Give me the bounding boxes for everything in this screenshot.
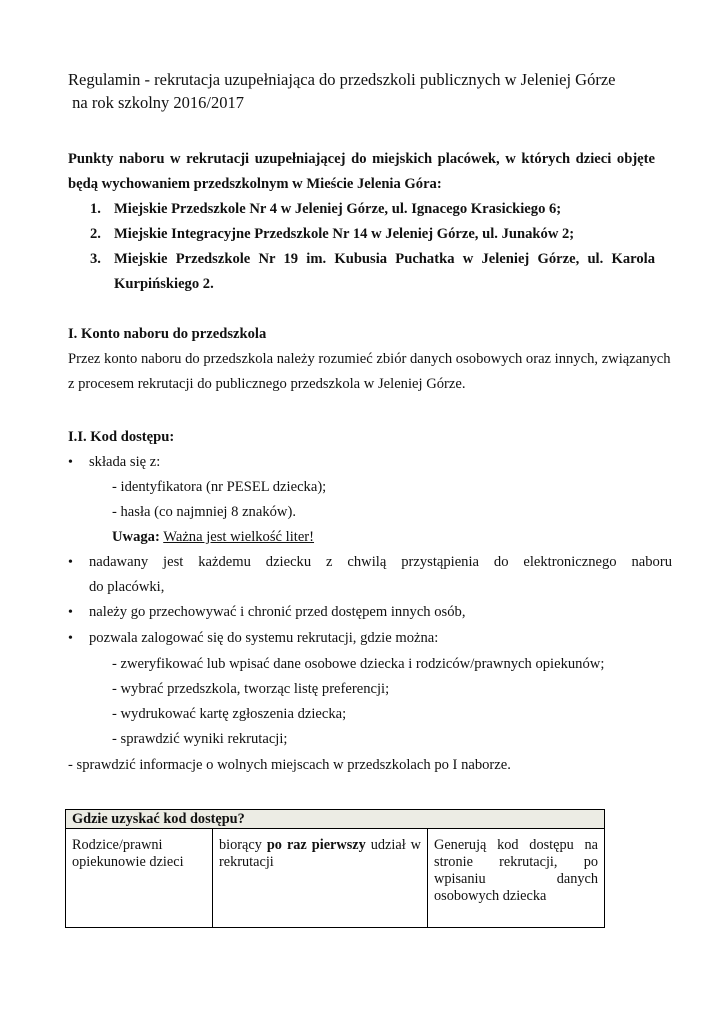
bullet-text-line-1: nadawany jest każdemu dziecku z chwilą przystąpienia do elektronicznego naboru [89, 554, 672, 570]
list-item-text: Miejskie Integracyjne Przedszkole Nr 14 w Jeleniej Górze, ul. Junaków 2; [114, 226, 575, 242]
warning-note [112, 525, 314, 550]
table-cell: Generują kod dostępu na stronie rekrutacji, po wpisaniu danych osobowych dziecka [428, 829, 605, 928]
sub-item: - zweryfikować lub wpisać dane osobowe dziecka i rodziców/prawnych opiekunów; [112, 656, 605, 672]
bullet-text: składa się z: [89, 454, 161, 470]
cell-text-bold: po raz pierwszy [266, 837, 366, 853]
section-paragraph [68, 347, 672, 397]
subsection-heading: I.I. Kod dostępu: [68, 429, 175, 445]
sub-item: - sprawdzić wyniki rekrutacji; [112, 731, 288, 747]
sub-item: - identyfikatora (nr PESEL dziecka); [112, 479, 327, 495]
sub-item: - wydrukować kartę zgłoszenia dziecka; [112, 706, 347, 722]
sub-item: - hasła (co najmniej 8 znaków). [112, 504, 296, 520]
bullet-icon: • [68, 455, 73, 470]
bullet-item [68, 600, 672, 625]
bullet-item [68, 550, 672, 600]
bullet-text: pozwala zalogować się do systemu rekrutacji, gdzie można: [89, 630, 439, 646]
list-item-number: 3. [90, 251, 101, 267]
cell-text: biorący [219, 837, 267, 853]
list-item [68, 222, 655, 247]
warning-label: Uwaga: [112, 529, 160, 545]
intro-line-2: będą wychowaniem przedszkolnym w Mieście Jelenia Góra: [68, 176, 442, 192]
section-paragraph-line-2: z procesem rekrutacji do publicznego przedszkola w Jeleniej Górze. [68, 376, 466, 392]
list-item-number: 2. [90, 226, 101, 242]
list-item-text: Miejskie Przedszkole Nr 4 w Jeleniej Górze, ul. Ignacego Krasickiego 6; [114, 201, 562, 217]
bullet-icon: • [68, 605, 73, 620]
access-code-table [65, 809, 605, 928]
title-line-2: na rok szkolny 2016/2017 [68, 93, 244, 112]
sub-item: - wybrać przedszkola, tworząc listę preferencji; [112, 681, 390, 697]
section-heading: I. Konto naboru do przedszkola [68, 326, 267, 342]
list-item-text-line-1: Miejskie Przedszkole Nr 19 im. Kubusia Puchatka w Jeleniej Górze, ul. Karola [114, 251, 655, 267]
table-header-row [66, 810, 605, 829]
bullet-text-line-2: do placówki, [89, 579, 165, 595]
table-cell [213, 829, 428, 928]
cell-text: udział w rekrutacji [219, 837, 421, 870]
bullet-icon: • [68, 555, 73, 570]
list-item-number: 1. [90, 201, 101, 217]
trailing-line: - sprawdzić informacje o wolnych miejscach w przedszkolach po I naborze. [68, 757, 511, 773]
intro-line-1: Punkty naboru w rekrutacji uzupełniającej do miejskich placówek, w których dzieci objęte [68, 151, 655, 167]
warning-text: Ważna jest wielkość liter! [163, 529, 315, 545]
bullet-item [68, 626, 672, 651]
table-row [66, 829, 605, 928]
list-item-text-line-2: Kurpińskiego 2. [114, 276, 214, 292]
list-item [68, 247, 655, 297]
table-cell: Rodzice/prawni opiekunowie dzieci [66, 829, 213, 928]
intro-paragraph [68, 147, 655, 197]
section-paragraph-line-1: Przez konto naboru do przedszkola należy rozumieć zbiór danych osobowych oraz innych, związanych [68, 351, 671, 367]
list-item [68, 197, 655, 222]
kindergarten-list [68, 197, 655, 297]
document-title [68, 68, 688, 114]
title-line-1: Regulamin - rekrutacja uzupełniająca do przedszkoli publicznych w Jeleniej Górze [68, 70, 616, 89]
bullet-item [68, 450, 672, 475]
bullet-icon: • [68, 631, 73, 646]
bullet-text: należy go przechowywać i chronić przed dostępem innych osób, [89, 604, 466, 620]
table-header: Gdzie uzyskać kod dostępu? [66, 810, 605, 829]
